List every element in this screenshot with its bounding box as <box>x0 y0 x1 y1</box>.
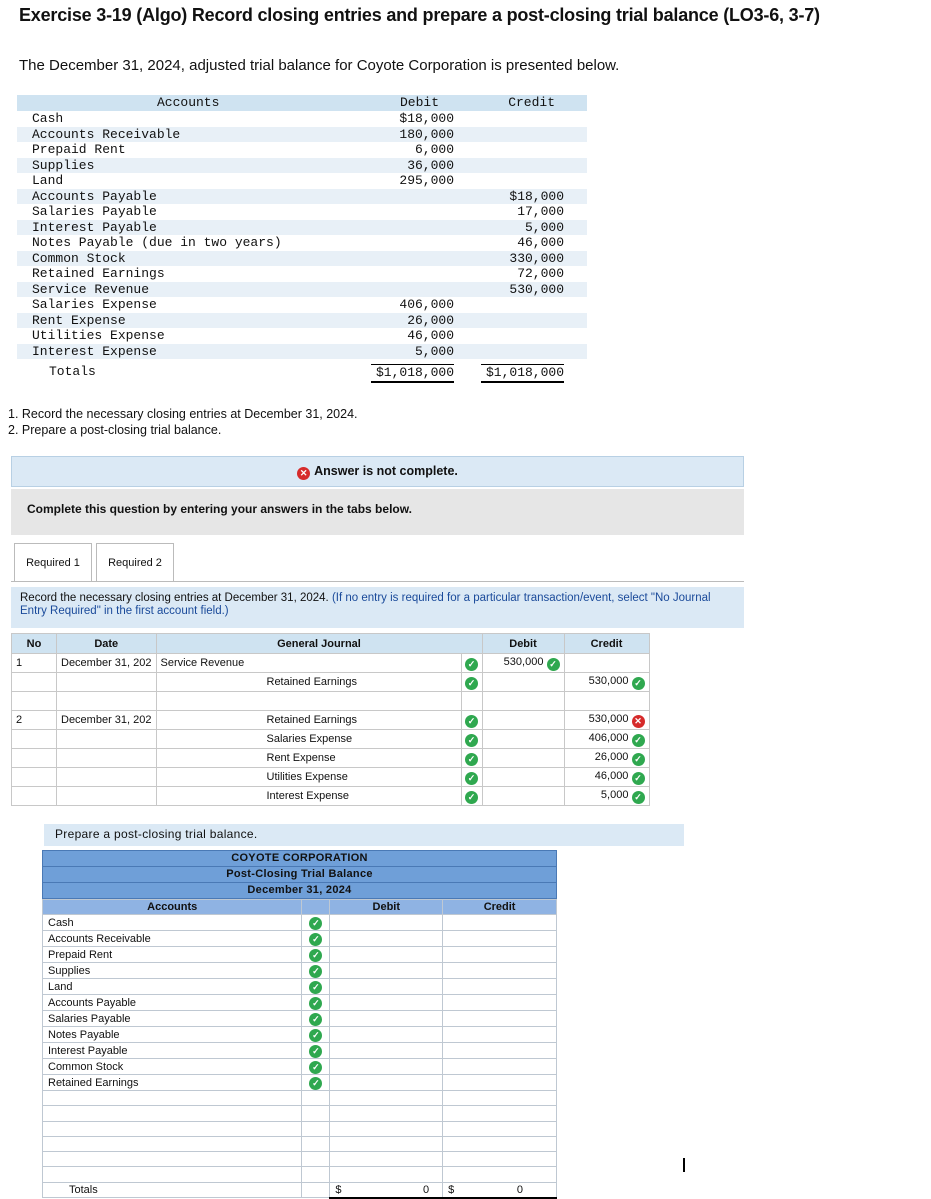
check-circle-icon: ✓ <box>309 1077 322 1090</box>
check-circle-icon: ✓ <box>309 997 322 1010</box>
journal-debit-cell[interactable] <box>482 787 564 806</box>
journal-instruction <box>11 587 744 628</box>
check-circle-icon: ✓ <box>309 1029 322 1042</box>
pc-account-status <box>302 995 330 1011</box>
pc-row <box>43 1106 557 1121</box>
pc-totals-credit: 0 <box>516 1183 523 1196</box>
atb-account: Utilities Expense <box>32 328 165 343</box>
journal-debit-cell[interactable] <box>482 692 564 711</box>
atb-account: Cash <box>32 111 64 126</box>
intro-text: The December 31, 2024, adjusted trial balance for Coyote Corporation is presented below. <box>19 57 620 74</box>
check-circle-icon: ✓ <box>309 949 322 962</box>
pc-credit-input[interactable] <box>443 947 557 963</box>
atb-account: Accounts Receivable <box>32 126 181 142</box>
atb-credit: 72,000 <box>517 266 564 281</box>
check-circle-icon: ✓ <box>309 1061 322 1074</box>
atb-account: Notes Payable (due in two years) <box>32 235 282 250</box>
pc-account[interactable]: Notes Payable <box>43 1027 302 1043</box>
journal-no: 2 <box>12 711 57 730</box>
check-circle-icon: ✓ <box>465 753 478 766</box>
atb-header-accounts: Accounts <box>157 95 220 110</box>
check-circle-icon: ✓ <box>547 658 560 671</box>
check-circle-icon: ✓ <box>465 734 478 747</box>
atb-row <box>17 220 587 236</box>
atb-row <box>17 251 587 267</box>
atb-account: Interest Payable <box>32 219 157 235</box>
atb-credit: 46,000 <box>517 235 564 250</box>
check-circle-icon: ✓ <box>465 791 478 804</box>
pc-debit-input[interactable] <box>330 1152 443 1167</box>
page-title: Exercise 3-19 (Algo) Record closing entries and prepare a post-closing trial balance (LO3-6, 3-7) <box>19 5 820 25</box>
pc-credit-input[interactable] <box>443 995 557 1011</box>
journal-row <box>12 711 650 730</box>
journal-credit: 26,000 <box>594 750 629 763</box>
check-circle-icon: ✓ <box>309 981 322 994</box>
atb-credit: 530,000 <box>509 281 564 297</box>
atb-row <box>17 328 587 344</box>
check-circle-icon: ✓ <box>632 677 645 690</box>
journal-header-gj: General Journal <box>156 634 482 654</box>
atb-debit: 46,000 <box>407 328 454 343</box>
pc-debit-input[interactable] <box>330 963 443 979</box>
journal-date[interactable] <box>57 749 157 768</box>
pc-debit-input[interactable] <box>330 1075 443 1091</box>
atb-debit: 26,000 <box>407 312 454 328</box>
pc-debit-input[interactable] <box>330 1059 443 1075</box>
journal-header-date: Date <box>57 634 157 654</box>
pc-account[interactable]: Accounts Receivable <box>43 931 302 947</box>
atb-debit: 5,000 <box>414 343 454 359</box>
journal-debit-cell[interactable] <box>482 768 564 787</box>
pc-credit-input[interactable] <box>443 931 557 947</box>
atb-debit: 180,000 <box>399 126 454 142</box>
journal-account-status <box>461 692 482 711</box>
journal-row <box>12 730 650 749</box>
general-journal-table <box>11 633 650 806</box>
journal-credit-cell[interactable] <box>564 654 649 673</box>
pc-debit-input[interactable] <box>330 1106 443 1121</box>
pc-row <box>43 979 557 995</box>
pc-account-status <box>302 1106 330 1121</box>
pc-header-check <box>302 900 330 915</box>
atb-credit: 17,000 <box>517 204 564 219</box>
atb-account: Land <box>32 173 64 188</box>
pc-debit-input[interactable] <box>330 1091 443 1106</box>
pc-account[interactable]: Prepaid Rent <box>43 947 302 963</box>
pc-account[interactable] <box>43 1121 302 1136</box>
journal-debit-cell[interactable] <box>482 654 564 673</box>
pc-row <box>43 915 557 931</box>
atb-header-credit: Credit <box>508 95 555 110</box>
pc-account-status <box>302 1152 330 1167</box>
journal-credit: 46,000 <box>594 769 629 782</box>
check-circle-icon: ✓ <box>465 658 478 671</box>
journal-no <box>12 692 57 711</box>
journal-no <box>12 787 57 806</box>
atb-account: Common Stock <box>32 250 126 266</box>
atb-row <box>17 282 587 298</box>
pc-totals-credit-cell <box>443 1182 557 1197</box>
pc-debit-input[interactable] <box>330 1167 443 1182</box>
journal-account-status <box>461 749 482 768</box>
journal-account-status <box>461 768 482 787</box>
pc-credit-input[interactable] <box>443 1091 557 1106</box>
journal-no <box>12 768 57 787</box>
pc-credit-input[interactable] <box>443 1121 557 1136</box>
journal-date[interactable] <box>57 692 157 711</box>
atb-row <box>17 127 587 143</box>
pc-totals-debit: 0 <box>423 1183 430 1196</box>
atb-debit: 406,000 <box>399 297 454 312</box>
journal-account-status <box>461 730 482 749</box>
atb-row <box>17 142 587 158</box>
atb-header <box>17 95 587 111</box>
atb-account: Accounts Payable <box>32 188 157 204</box>
journal-account[interactable]: Salaries Expense <box>156 730 461 749</box>
journal-account-status <box>461 673 482 692</box>
atb-row <box>17 235 587 251</box>
pc-row <box>43 1043 557 1059</box>
atb-credit: $18,000 <box>509 188 564 204</box>
pc-account-status <box>302 1091 330 1106</box>
journal-account-status <box>461 711 482 730</box>
pc-debit-input[interactable] <box>330 915 443 931</box>
journal-account-status <box>461 787 482 806</box>
atb-debit: 295,000 <box>399 173 454 188</box>
atb-account: Supplies <box>32 157 95 173</box>
pc-credit-input[interactable] <box>443 1075 557 1091</box>
journal-debit-cell[interactable] <box>482 730 564 749</box>
journal-header-no: No <box>12 634 57 654</box>
pc-row <box>43 1121 557 1136</box>
atb-row <box>17 313 587 329</box>
pc-credit-input[interactable] <box>443 1059 557 1075</box>
pc-credit-input[interactable] <box>443 979 557 995</box>
tab-divider <box>11 581 744 582</box>
pc-account-status <box>302 979 330 995</box>
journal-account[interactable]: Interest Expense <box>156 787 461 806</box>
pc-row <box>43 1059 557 1075</box>
atb-debit: $18,000 <box>399 111 454 126</box>
pc-account[interactable]: Accounts Payable <box>43 995 302 1011</box>
pc-account-status <box>302 1027 330 1043</box>
pc-account[interactable]: Land <box>43 979 302 995</box>
journal-account[interactable]: Rent Expense <box>156 749 461 768</box>
pc-debit-input[interactable] <box>330 1011 443 1027</box>
pc-debit-input[interactable] <box>330 995 443 1011</box>
postclosing-prompt: Prepare a post-closing trial balance. <box>44 824 684 846</box>
pc-account[interactable] <box>43 1136 302 1151</box>
journal-credit: 530,000 <box>588 712 629 725</box>
atb-totals-debit: $1,018,000 <box>371 364 454 383</box>
complete-instruction: Complete this question by entering your answers in the tabs below. <box>11 489 744 535</box>
journal-credit-cell[interactable] <box>564 730 649 749</box>
pc-credit-input[interactable] <box>443 1106 557 1121</box>
journal-header-row <box>12 634 650 654</box>
atb-account: Interest Expense <box>32 343 157 359</box>
journal-debit: 530,000 <box>503 655 544 668</box>
text-cursor <box>683 1158 685 1172</box>
pc-credit-input[interactable] <box>443 1043 557 1059</box>
journal-header-credit: Credit <box>564 634 649 654</box>
journal-credit-cell[interactable] <box>564 787 649 806</box>
journal-credit: 406,000 <box>588 731 629 744</box>
atb-account: Prepaid Rent <box>32 142 126 157</box>
tab-required-1[interactable]: Required 1 <box>14 543 92 581</box>
pc-credit-input[interactable] <box>443 1167 557 1182</box>
journal-no <box>12 749 57 768</box>
journal-row <box>12 787 650 806</box>
x-circle-icon: ✕ <box>632 715 645 728</box>
journal-header-debit: Debit <box>482 634 564 654</box>
pc-debit-input[interactable] <box>330 947 443 963</box>
pc-debit-input[interactable] <box>330 979 443 995</box>
pc-totals-row <box>43 1182 557 1197</box>
pc-debit-input[interactable] <box>330 1136 443 1151</box>
atb-row <box>17 266 587 282</box>
requirement-2: 2. Prepare a post-closing trial balance. <box>8 423 222 437</box>
journal-account[interactable]: Utilities Expense <box>156 768 461 787</box>
journal-row <box>12 692 650 711</box>
atb-debit: 36,000 <box>407 157 454 173</box>
pc-account[interactable]: Supplies <box>43 963 302 979</box>
journal-account[interactable]: Retained Earnings <box>156 673 461 692</box>
pc-row <box>43 1167 557 1182</box>
pc-account-status <box>302 1043 330 1059</box>
pc-account-status <box>302 947 330 963</box>
check-circle-icon: ✓ <box>309 1013 322 1026</box>
atb-account: Salaries Expense <box>32 297 157 312</box>
atb-row <box>17 297 587 313</box>
journal-credit-cell[interactable] <box>564 768 649 787</box>
pc-account[interactable]: Retained Earnings <box>43 1075 302 1091</box>
pc-credit-input[interactable] <box>443 1011 557 1027</box>
pc-row <box>43 1152 557 1167</box>
atb-header-debit: Debit <box>399 95 439 110</box>
journal-no <box>12 730 57 749</box>
journal-date[interactable]: December 31, 202 <box>57 711 157 730</box>
pc-totals-credit-symbol: $ <box>448 1183 455 1196</box>
pc-debit-input[interactable] <box>330 1121 443 1136</box>
pc-credit-input[interactable] <box>443 963 557 979</box>
atb-row <box>17 173 587 189</box>
journal-date[interactable] <box>57 768 157 787</box>
pc-account-status <box>302 1059 330 1075</box>
journal-row <box>12 749 650 768</box>
instruction-note: (If no entry is required for a particular transaction/event, select "No Journal Entry Required" in the first account field.) <box>20 592 711 617</box>
check-circle-icon: ✓ <box>309 917 322 930</box>
journal-date[interactable] <box>57 730 157 749</box>
pc-header-credit: Credit <box>443 900 557 915</box>
pc-header-accounts: Accounts <box>43 900 302 915</box>
journal-account-status <box>461 654 482 673</box>
atb-row <box>17 111 587 127</box>
pc-row <box>43 963 557 979</box>
postclosing-table <box>42 899 557 1199</box>
journal-debit-cell[interactable] <box>482 673 564 692</box>
check-circle-icon: ✓ <box>465 772 478 785</box>
pc-header-debit: Debit <box>330 900 443 915</box>
pc-account[interactable] <box>43 1167 302 1182</box>
atb-totals-label: Totals <box>49 364 96 379</box>
pc-totals-blank <box>302 1182 330 1197</box>
journal-credit-cell[interactable] <box>564 711 649 730</box>
check-circle-icon: ✓ <box>632 772 645 785</box>
pc-account-status <box>302 1136 330 1151</box>
atb-account: Salaries Payable <box>32 204 157 219</box>
pc-row <box>43 1136 557 1151</box>
check-circle-icon: ✓ <box>632 753 645 766</box>
check-circle-icon: ✓ <box>309 933 322 946</box>
journal-row <box>12 673 650 692</box>
journal-date[interactable]: December 31, 202 <box>57 654 157 673</box>
pc-account[interactable] <box>43 1152 302 1167</box>
atb-totals-row <box>17 364 587 381</box>
atb-row <box>17 189 587 205</box>
journal-account[interactable]: Retained Earnings <box>156 711 461 730</box>
check-circle-icon: ✓ <box>465 715 478 728</box>
journal-debit-cell[interactable] <box>482 749 564 768</box>
pc-account[interactable]: Interest Payable <box>43 1043 302 1059</box>
statement-name: Post-Closing Trial Balance <box>43 867 556 883</box>
pc-row <box>43 1075 557 1091</box>
pc-row <box>43 1011 557 1027</box>
pc-account[interactable] <box>43 1106 302 1121</box>
pc-row <box>43 1027 557 1043</box>
pc-account-status <box>302 1167 330 1182</box>
requirement-1: 1. Record the necessary closing entries at December 31, 2024. <box>8 407 358 421</box>
pc-account-status <box>302 1121 330 1136</box>
pc-account-status <box>302 963 330 979</box>
journal-no: 1 <box>12 654 57 673</box>
journal-credit: 530,000 <box>588 674 629 687</box>
atb-row <box>17 344 587 360</box>
atb-row <box>17 158 587 174</box>
pc-account-status <box>302 1011 330 1027</box>
pc-totals-debit-symbol: $ <box>335 1183 342 1196</box>
journal-credit-cell[interactable] <box>564 673 649 692</box>
check-circle-icon: ✓ <box>309 1045 322 1058</box>
check-circle-icon: ✓ <box>309 965 322 978</box>
atb-account: Rent Expense <box>32 312 126 328</box>
journal-credit: 5,000 <box>600 788 629 801</box>
pc-credit-input[interactable] <box>443 915 557 931</box>
journal-account[interactable] <box>156 692 461 711</box>
postclosing-trial-balance <box>42 850 557 1199</box>
company-name: COYOTE CORPORATION <box>43 851 556 867</box>
pc-totals-debit-cell <box>330 1182 443 1197</box>
pc-account[interactable]: Salaries Payable <box>43 1011 302 1027</box>
atb-debit: 6,000 <box>414 142 454 157</box>
postclosing-heading <box>42 850 557 899</box>
instruction-main: Record the necessary closing entries at December 31, 2024. <box>20 592 329 604</box>
pc-account-status <box>302 1075 330 1091</box>
pc-account-status <box>302 915 330 931</box>
atb-credit: 330,000 <box>509 250 564 266</box>
pc-credit-input[interactable] <box>443 1136 557 1151</box>
atb-account: Service Revenue <box>32 281 150 297</box>
pc-row <box>43 931 557 947</box>
journal-row <box>12 654 650 673</box>
pc-debit-input[interactable] <box>330 1043 443 1059</box>
pc-account[interactable]: Cash <box>43 915 302 931</box>
journal-account[interactable]: Service Revenue <box>156 654 461 673</box>
journal-credit-cell[interactable] <box>564 692 649 711</box>
journal-row <box>12 768 650 787</box>
pc-debit-input[interactable] <box>330 1027 443 1043</box>
atb-totals-credit: $1,018,000 <box>481 364 564 383</box>
journal-no <box>12 673 57 692</box>
statement-date: December 31, 2024 <box>247 884 352 896</box>
tab-required-2[interactable]: Required 2 <box>96 543 174 581</box>
pc-row <box>43 995 557 1011</box>
pc-row <box>43 947 557 963</box>
pc-totals-label: Totals <box>43 1182 302 1197</box>
x-circle-icon: ✕ <box>297 467 310 480</box>
journal-debit-cell[interactable] <box>482 711 564 730</box>
postclosing-header-row <box>43 900 557 915</box>
requirements-list <box>8 406 358 438</box>
atb-row <box>17 204 587 220</box>
atb-credit: 5,000 <box>524 219 564 235</box>
atb-account: Retained Earnings <box>32 266 165 281</box>
answer-status-text: Answer is not complete. <box>314 464 458 478</box>
check-circle-icon: ✓ <box>465 677 478 690</box>
pc-credit-input[interactable] <box>443 1027 557 1043</box>
pc-row <box>43 1091 557 1106</box>
journal-date[interactable] <box>57 787 157 806</box>
journal-date[interactable] <box>57 673 157 692</box>
pc-credit-input[interactable] <box>443 1152 557 1167</box>
answer-status-bar <box>11 456 744 487</box>
pc-account-status <box>302 931 330 947</box>
pc-account[interactable] <box>43 1091 302 1106</box>
pc-debit-input[interactable] <box>330 931 443 947</box>
check-circle-icon: ✓ <box>632 734 645 747</box>
check-circle-icon: ✓ <box>632 791 645 804</box>
journal-credit-cell[interactable] <box>564 749 649 768</box>
pc-account[interactable]: Common Stock <box>43 1059 302 1075</box>
